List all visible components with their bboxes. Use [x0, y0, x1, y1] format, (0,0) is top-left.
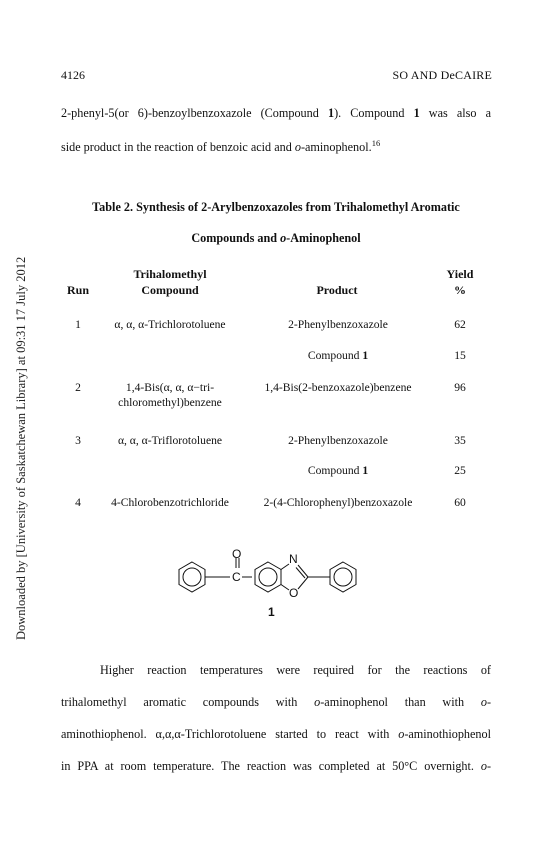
table-caption-line-2 [61, 231, 491, 246]
paragraph-line-4 [61, 759, 491, 774]
aromatic-circle [183, 568, 201, 586]
paragraph-line-3 [61, 727, 491, 742]
cell-yield: 15 [454, 349, 466, 362]
paragraph-text: in PPA at room temperature. The reaction was completed at 50°C overnight. [61, 759, 481, 773]
paragraph-line-1: Higher reaction temperatures were required for the reactions of [100, 663, 491, 677]
compound-label: 1 [268, 605, 275, 619]
page-number: 4126 [61, 68, 85, 82]
cell-compound: α, α, α-Triflorotoluene [117, 434, 223, 447]
cell-compound: 4-Chlorobenzotrichloride [111, 496, 229, 509]
header-product: Product [316, 283, 358, 297]
italic-prefix: o [398, 727, 405, 741]
compound-ref: 1 [362, 349, 369, 362]
cell-yield: 35 [454, 434, 466, 447]
cell-product: 1,4-Bis(2-benzoxazole)benzene [264, 381, 412, 394]
italic-prefix: o [314, 695, 321, 709]
cell-run: 1 [75, 318, 81, 331]
cell-product: 2-Phenylbenzoxazole [288, 318, 388, 331]
compound-ref: 1 [327, 106, 335, 120]
cell-product: 2-(4-Chlorophenyl)benzoxazole [263, 496, 413, 509]
intro-text: side product in the reaction of benzoic acid and [61, 140, 295, 155]
intro-text: was also a [419, 106, 492, 120]
cell-product [248, 464, 428, 477]
paragraph-text: trihalomethyl aromatic compounds with [61, 695, 315, 709]
intro-line-2 [61, 138, 380, 155]
cell-yield: 96 [454, 381, 466, 394]
product-text: Compound [307, 349, 363, 362]
paragraph-text: -aminophenol than with [320, 695, 481, 709]
italic-prefix: o [480, 695, 487, 709]
intro-text: 2-phenyl-5(or 6)-benzoylbenzoxazole (Compound [61, 106, 328, 120]
atom-o-ring: O [289, 586, 299, 600]
cell-compound: α, α, α-Trichlorotoluene [114, 318, 226, 331]
header-compound-top: Trihalomethyl [133, 267, 207, 281]
compound-ref: 1 [413, 106, 420, 120]
header-compound-bottom: Compound [141, 283, 199, 297]
table-caption-line-1: Table 2. Synthesis of 2-Arylbenzoxazoles from Trihalomethyl Aromatic [92, 200, 460, 214]
paragraph-text: -aminothiophenol [404, 727, 491, 741]
paragraph-line-2 [61, 695, 491, 710]
paragraph-text: - [486, 695, 491, 709]
paragraph-text: aminothiophenol. α,α,α-Trichlorotoluene started to react with [61, 727, 399, 741]
download-watermark: Downloaded by [University of Saskatchewan Library] at 09:31 17 July 2012 [14, 256, 28, 640]
italic-prefix: o [294, 140, 301, 155]
cell-run: 4 [75, 496, 81, 509]
compound-1-structure [170, 546, 390, 608]
header-run: Run [66, 283, 89, 297]
cell-compound-line-2: chloromethyl)benzene [118, 396, 222, 409]
single-bond [281, 585, 289, 591]
aromatic-circle [259, 568, 277, 586]
compound-ref: 1 [362, 464, 369, 477]
header-yield-top: Yield [446, 267, 474, 281]
single-bond [281, 564, 289, 570]
running-head: SO AND DeCAIRE [392, 68, 492, 82]
cell-product [248, 349, 428, 362]
italic-prefix: o [280, 231, 287, 245]
cell-run: 3 [75, 434, 81, 447]
atom-n: N [289, 552, 298, 566]
header-yield-bottom: % [454, 283, 466, 297]
cell-run: 2 [75, 381, 81, 394]
atom-o-carbonyl: O [232, 547, 242, 561]
double-bond [296, 568, 305, 579]
aromatic-circle [334, 568, 352, 586]
cell-yield: 60 [454, 496, 466, 509]
cell-yield: 62 [454, 318, 466, 331]
caption-text: Compounds and [191, 231, 281, 245]
caption-text: -Aminophenol [286, 231, 361, 245]
cell-compound-line-1: 1,4-Bis(α, α, α−tri- [125, 381, 215, 394]
cell-product: 2-Phenylbenzoxazole [288, 434, 388, 447]
atom-c: C [232, 570, 241, 584]
cell-yield: 25 [454, 464, 466, 477]
product-text: Compound [307, 464, 363, 477]
italic-prefix: o [480, 759, 487, 773]
intro-text: -aminophenol. [300, 140, 372, 155]
intro-line-1 [61, 106, 491, 121]
single-bond [298, 577, 308, 589]
reference-superscript: 16 [371, 138, 381, 148]
paragraph-text: - [486, 759, 491, 773]
intro-text: ). Compound [334, 106, 414, 120]
